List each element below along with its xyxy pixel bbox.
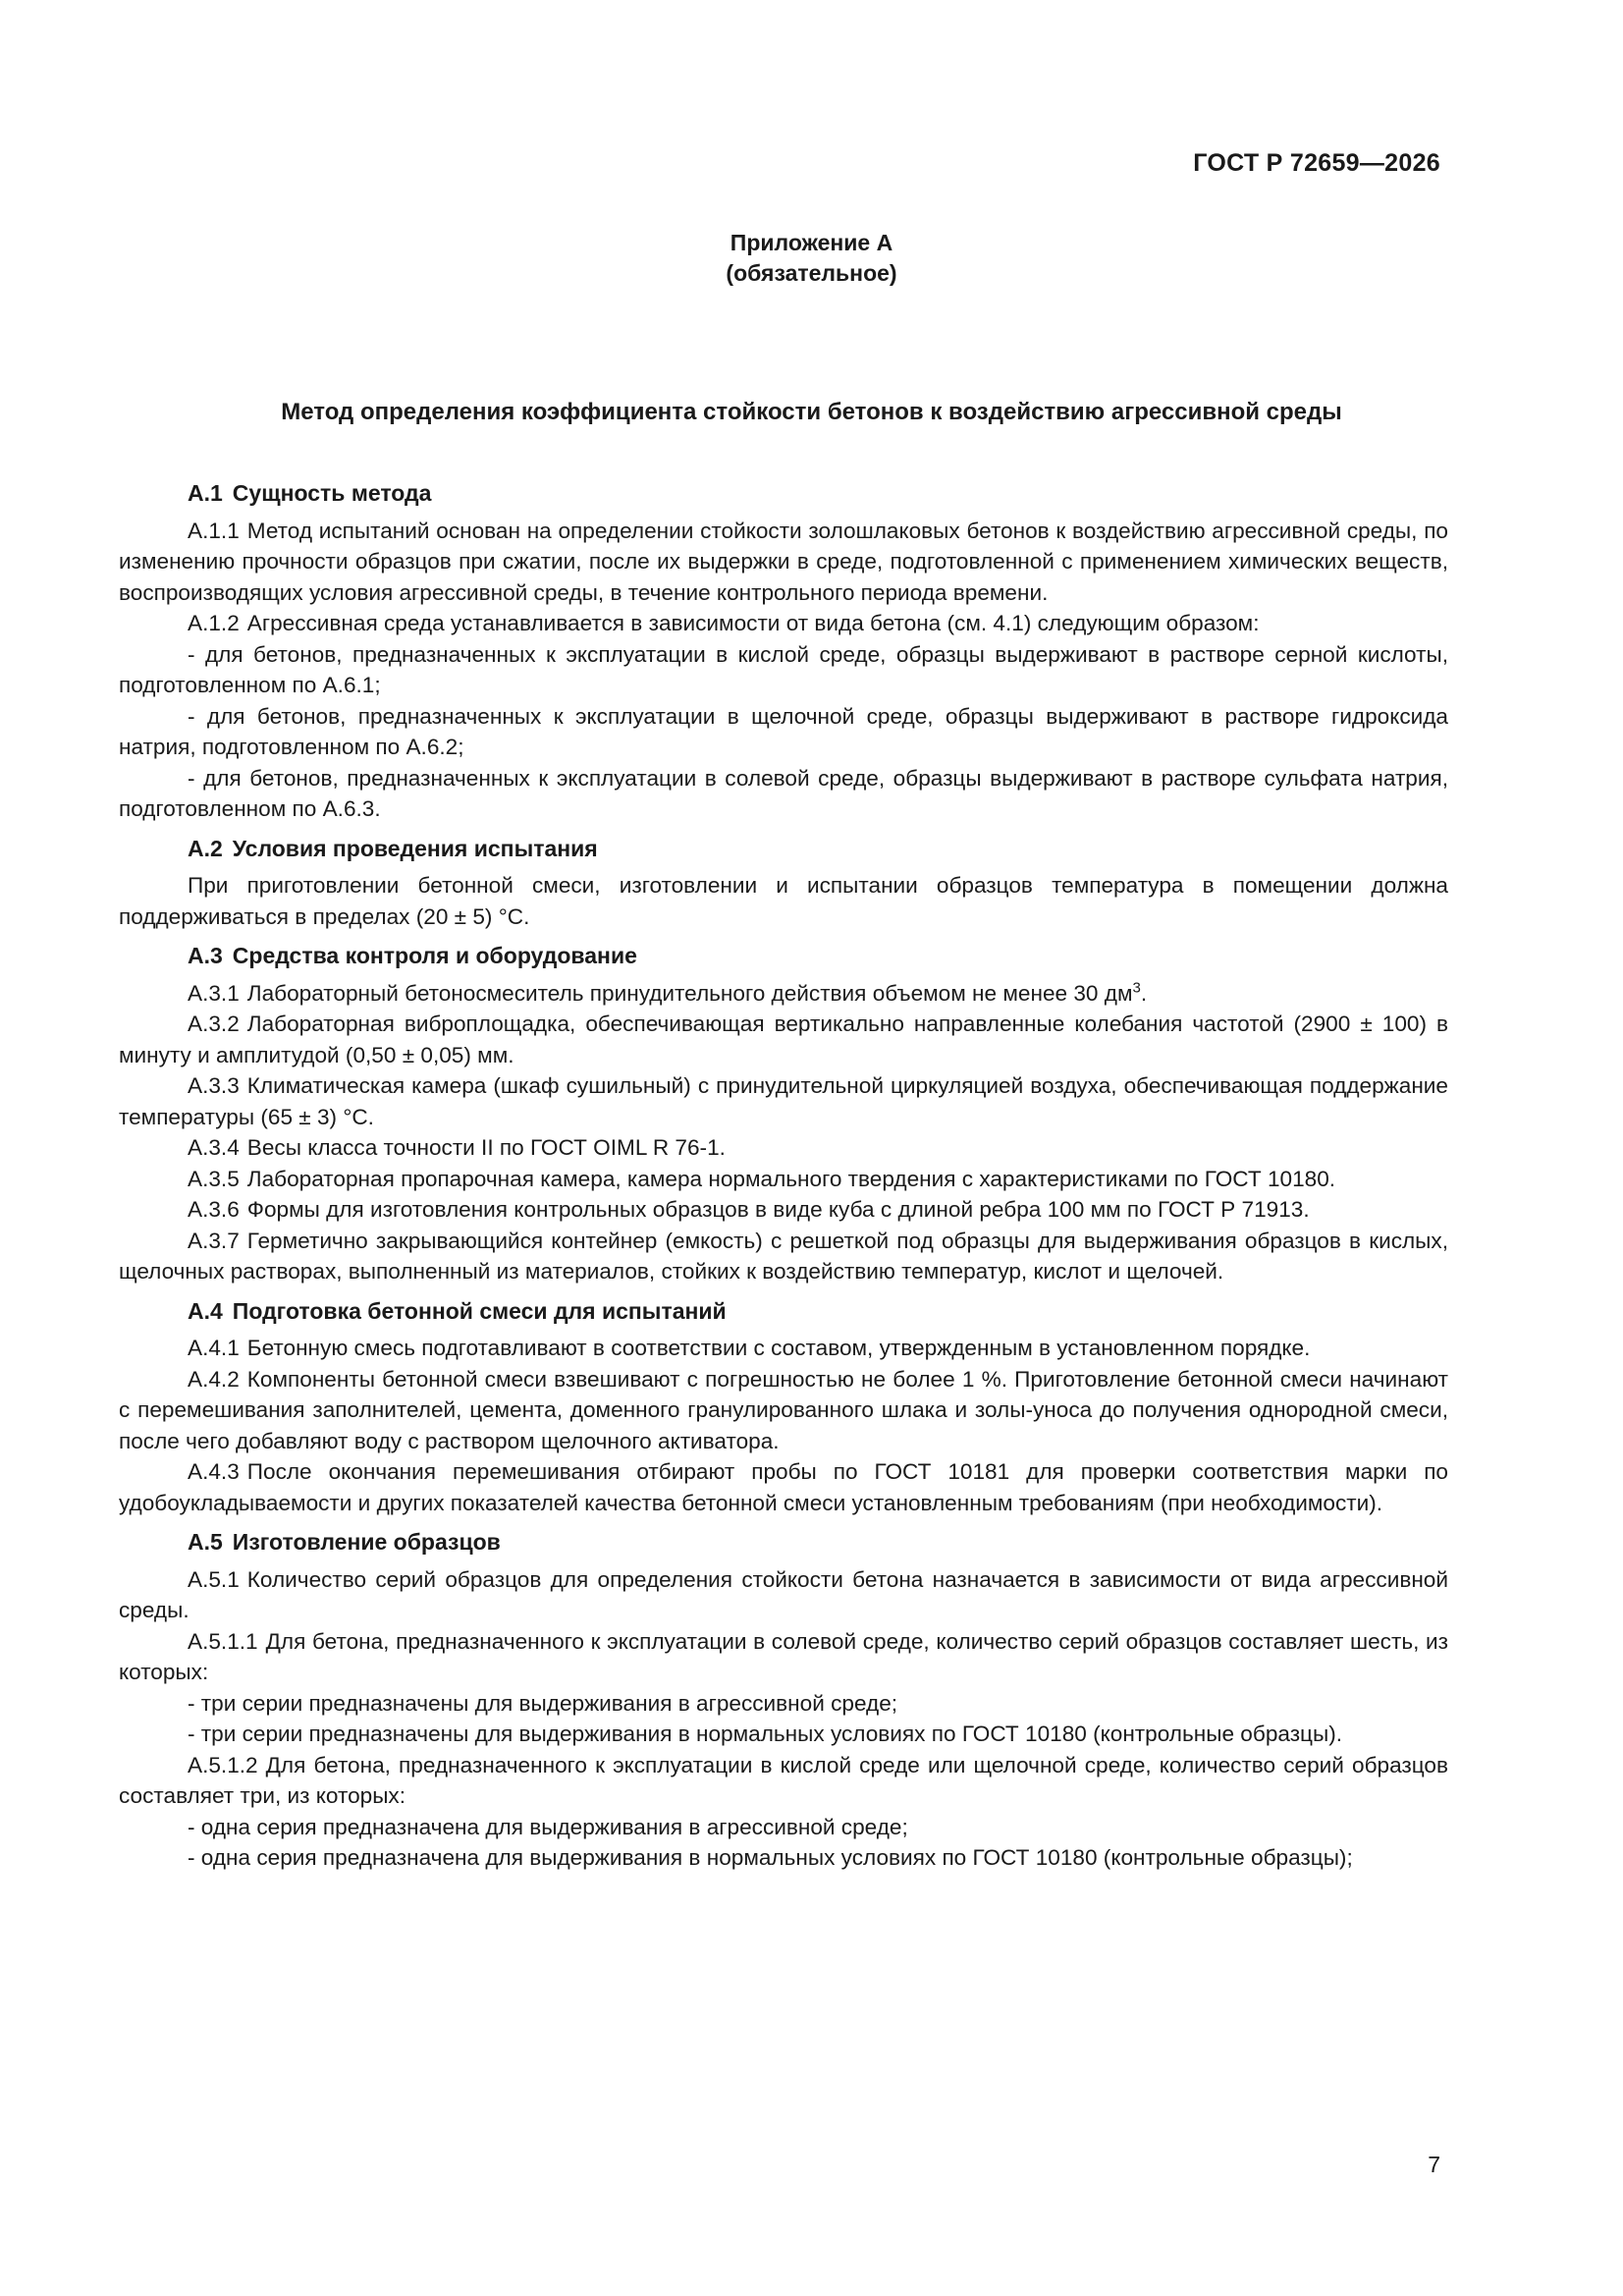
paragraph: А.3.7 Герметично закрывающийся контейнер (емкость) с решеткой под образцы для выдерживания образцов в кислых, щелочных растворах, выполненный из материалов, стойких к воздействию температур, кислот и щелочей. <box>119 1228 1448 1284</box>
paragraph: А.3.4 Весы класса точности II по ГОСТ OIML R 76-1. <box>188 1135 726 1160</box>
appendix-label: Приложение А <box>730 230 893 255</box>
section-heading: А.4 Подготовка бетонной смеси для испытаний <box>188 1297 727 1324</box>
appendix-heading <box>0 228 1623 289</box>
paragraph: А.4.2 Компоненты бетонной смеси взвешивают с погрешностью не более 1 %. Приготовление бетонной смеси начинают с перемешивания заполнителей, цемента, доменного гранулированного шлака и золы-уноса до получения однородной смеси, после чего добавляют воду с раствором щелочного активатора. <box>119 1366 1448 1453</box>
paragraph: А.4.1 Бетонную смесь подготавливают в соответствии с составом, утвержденным в установленном порядке. <box>188 1336 1311 1360</box>
appendix-status: (обязательное) <box>726 260 897 286</box>
document-body <box>119 478 1448 1874</box>
paragraph: А.1.2 Агрессивная среда устанавливается в зависимости от вида бетона (см. 4.1) следующим образом: <box>188 611 1260 635</box>
list-item: - для бетонов, предназначенных к эксплуатации в солевой среде, образцы выдерживают в растворе сульфата натрия, подготовленном по А.6.3. <box>119 765 1448 821</box>
section-heading: А.1 Сущность метода <box>188 480 432 506</box>
paragraph: А.5.1.1 Для бетона, предназначенного к эксплуатации в солевой среде, количество серий образцов составляет шесть, из которых: <box>119 1628 1448 1684</box>
paragraph: При приготовлении бетонной смеси, изготовлении и испытании образцов температура в помещении должна поддерживаться в пределах (20 ± 5) °С. <box>119 873 1448 929</box>
paragraph: А.1.1 Метод испытаний основан на определении стойкости золошлаковых бетонов к воздействию агрессивной среды, по изменению прочности образцов при сжатии, после их выдержки в среде, подготовленной с применением химических веществ, воспроизводящих условия агрессивной среды, в течение контрольного периода времени. <box>119 518 1448 605</box>
page-number: 7 <box>1428 2152 1440 2177</box>
paragraph: А.3.6 Формы для изготовления контрольных образцов в виде куба с длиной ребра 100 мм по ГОСТ Р 71913. <box>188 1197 1310 1222</box>
section-heading: А.2 Условия проведения испытания <box>188 835 598 861</box>
list-item: - одна серия предназначена для выдерживания в нормальных условиях по ГОСТ 10180 (контрольные образцы); <box>188 1845 1353 1870</box>
paragraph: А.3.2 Лабораторная виброплощадка, обеспечивающая вертикально направленные колебания частотой (2900 ± 100) в минуту и амплитудой (0,50 ± 0,05) мм. <box>119 1011 1448 1067</box>
list-item: - три серии предназначены для выдерживания в агрессивной среде; <box>188 1690 898 1716</box>
document-title: Метод определения коэффициента стойкости бетонов к воздействию агрессивной среды <box>281 399 1342 425</box>
paragraph: А.4.3 После окончания перемешивания отбирают пробы по ГОСТ 10181 для проверки соответствия марки по удобоукладываемости и других показателей качества бетонной смеси установленным требованиям (при необходимости). <box>119 1459 1448 1515</box>
section-heading: А.5 Изготовление образцов <box>188 1529 501 1555</box>
paragraph: А.3.1 Лабораторный бетоносмеситель принудительного действия объемом не менее 30 $дм^3$. <box>188 978 1148 1006</box>
paragraph: А.5.1 Количество серий образцов для определения стойкости бетона назначается в зависимости от вида агрессивной среды. <box>119 1566 1448 1622</box>
paragraph: А.5.1.2 Для бетона, предназначенного к эксплуатации в кислой среде или щелочной среде, количество серий образцов составляет три, из которых: <box>119 1752 1448 1808</box>
section-heading: А.3 Средства контроля и оборудование <box>188 943 637 968</box>
list-item: - одна серия предназначена для выдерживания в агрессивной среде; <box>188 1814 908 1839</box>
paragraph: А.3.5 Лабораторная пропарочная камера, камера нормального твердения с характеристиками по ГОСТ 10180. <box>188 1166 1336 1191</box>
document-code: ГОСТ Р 72659—2026 <box>1193 149 1440 177</box>
list-item: - три серии предназначены для выдерживания в нормальных условиях по ГОСТ 10180 (контрольные образцы). <box>188 1722 1343 1746</box>
list-item: - для бетонов, предназначенных к эксплуатации в щелочной среде, образцы выдерживают в растворе гидроксида натрия, подготовленном по А.6.2; <box>119 703 1448 759</box>
list-item: - для бетонов, предназначенных к эксплуатации в кислой среде, образцы выдерживают в растворе серной кислоты, подготовленном по А.6.1; <box>119 641 1448 697</box>
paragraph: А.3.3 Климатическая камера (шкаф сушильный) с принудительной циркуляцией воздуха, обеспечивающая поддержание температуры (65 ± 3) °С. <box>119 1073 1448 1129</box>
